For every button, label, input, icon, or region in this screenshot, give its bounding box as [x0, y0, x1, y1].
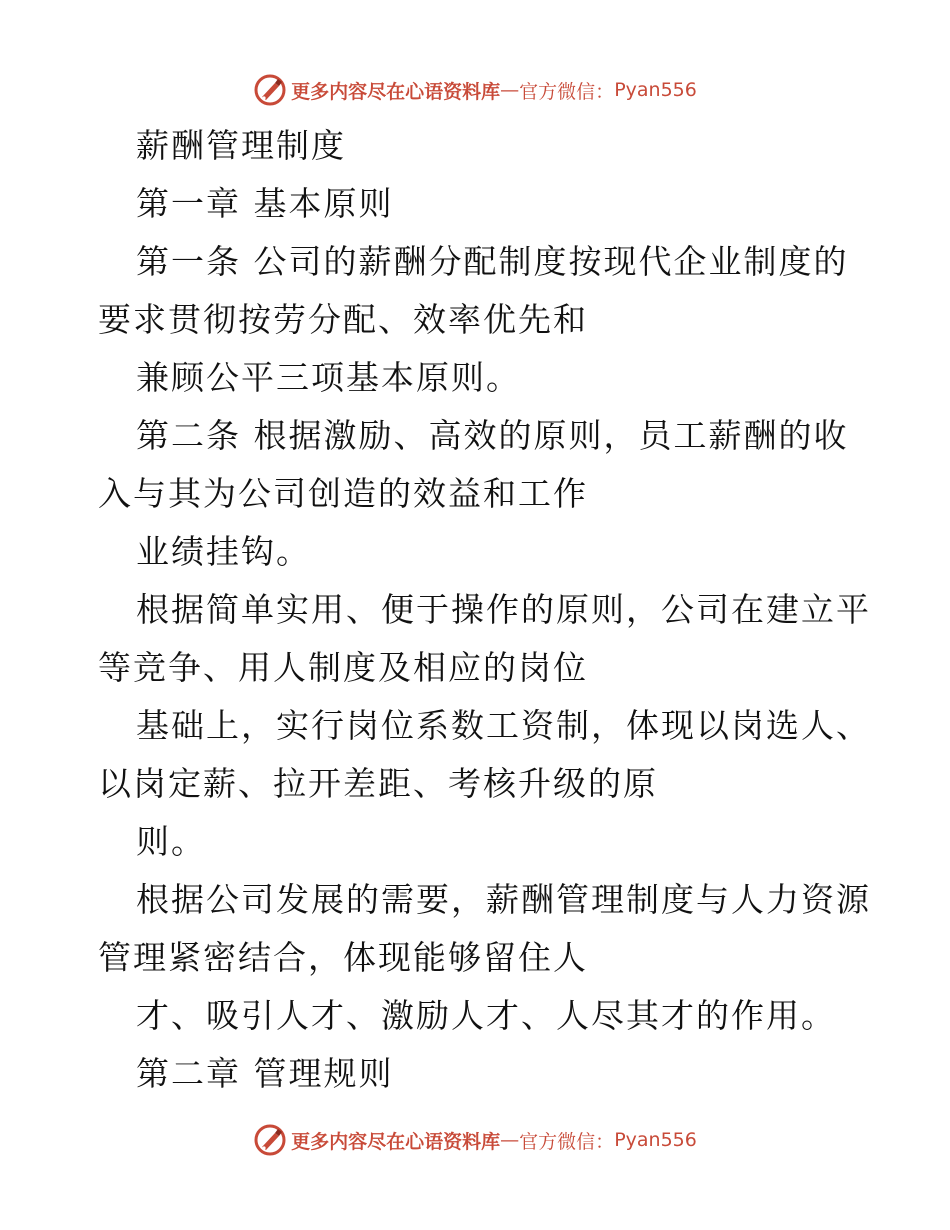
banner-brand: 更多内容尽在心语资料库 — [291, 80, 501, 103]
paragraph-line: 根据公司发展的需要，薪酬管理制度与人力资源 — [136, 880, 871, 919]
paragraph-line: 入与其为公司创造的效益和工作 — [98, 474, 588, 513]
paragraph-line: 兼顾公平三项基本原则。 — [136, 358, 521, 397]
paragraph-line: 才、吸引人才、激励人才、人尽其才的作用。 — [136, 996, 836, 1035]
pen-logo-icon — [253, 1123, 287, 1157]
paragraph-line: 业绩挂钩。 — [136, 532, 311, 571]
pen-logo-icon — [253, 73, 287, 107]
paragraph-line: 第二条 根据激励、高效的原则，员工薪酬的收 — [136, 416, 849, 455]
banner-dash: — — [500, 1129, 520, 1151]
paragraph-line: 要求贯彻按劳分配、效率优先和 — [98, 300, 588, 339]
document-title: 薪酬管理制度 — [136, 126, 346, 165]
banner-wechat-label: 官方微信： — [519, 80, 615, 103]
footer-banner — [0, 1120, 950, 1160]
chapter-heading: 第二章 管理规则 — [136, 1054, 394, 1093]
header-banner — [0, 70, 950, 110]
paragraph-line: 以岗定薪、拉开差距、考核升级的原 — [98, 764, 658, 803]
paragraph-line: 基础上，实行岗位系数工资制，体现以岗选人、 — [136, 706, 871, 745]
paragraph-line: 则。 — [136, 822, 206, 861]
paragraph-line: 根据简单实用、便于操作的原则，公司在建立平 — [136, 590, 871, 629]
banner-wechat-handle: Pyan556 — [614, 1129, 697, 1151]
banner-brand: 更多内容尽在心语资料库 — [291, 1130, 501, 1153]
banner-wechat-label: 官方微信： — [519, 1130, 615, 1153]
banner-dash: — — [500, 79, 520, 101]
paragraph-line: 等竞争、用人制度及相应的岗位 — [98, 648, 588, 687]
paragraph-line: 管理紧密结合，体现能够留住人 — [98, 938, 588, 977]
banner-wechat-handle: Pyan556 — [614, 79, 697, 101]
chapter-heading: 第一章 基本原则 — [136, 184, 394, 223]
paragraph-line: 第一条 公司的薪酬分配制度按现代企业制度的 — [136, 242, 849, 281]
